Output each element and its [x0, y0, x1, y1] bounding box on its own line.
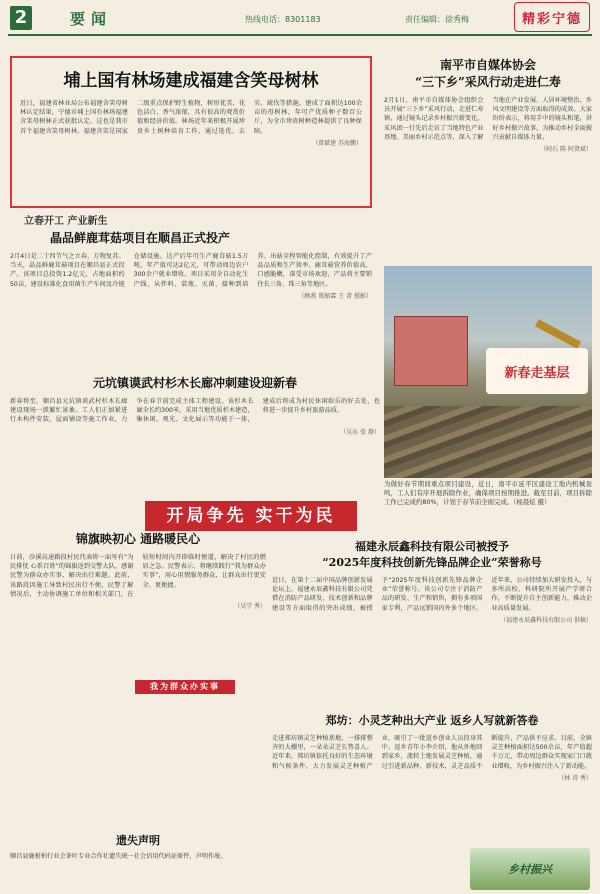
- zhengfang-article: [272, 712, 592, 852]
- nanping-byline: （阿石 陈 阿贤斌）: [540, 146, 592, 154]
- yuankeng-body: 新春将至，顺昌县元坑镇谟武村杉木长廊建设现场一派繁忙景象。工人们正加紧进行木构件安装、屋面铺设等施工作业，力争在春节前完成主体工程建设。该杉木长廊全长约300米，采用当地优质杉木建造，集休闲、观光、文化展示等功能于一体，建成后将成为村民休闲娱乐的好去处，也将进一步提升乡村旅游品质。: [10, 398, 380, 424]
- feature-headline: 埔上国有林场建成福建含笑母树林: [63, 71, 319, 91]
- yongchen-body: 近日，在第十二届中国品牌创新发展论坛上，福建永辰鑫科技有限公司凭借在消防产品研发、技术创新和品牌建设等方面取得的突出成绩，被授予“2025年度科技创新先锋品牌企业”荣誉称号。该公司专注于消防产品的研发、生产和销售，拥有多项国家专利，产品远销国内外多个地区。近年来，公司持续加大研发投入，与多所高校、科研院所开展产学研合作，不断提升自主创新能力，推动企业高质量发展。: [272, 577, 592, 612]
- feature-byline: （雷斌建 苏海鹏）: [312, 139, 362, 147]
- feature-body: 近日，福建省林业局公布福建含笑母树林认定结果，宁德市埔上国有林场福建含笑母树林正式获批认定。这也是我市首个福建含笑母树林。福建含笑是国家二级重点保护野生植物，树形优美、花色洁白、香气浓郁，具有很高的观赏价值和经济价值。林场近年来积极开展珍贵乡土树种培育工作，通过选优、去劣、疏伐等措施，建成了面积达100余亩的母树林，年可产优质种子数百公斤，为全市珍贵树种造林提供了良种保障。: [20, 100, 362, 135]
- mushroom-article: [10, 212, 372, 374]
- nanping-article: [384, 56, 592, 266]
- zhengfang-headline: 郑坊：小灵芝种出大产业 返乡人写就新答卷: [325, 714, 539, 727]
- flag-headline: 锦旗映初心 通路暖民心: [75, 532, 201, 546]
- photo-house: [394, 316, 468, 386]
- lost-notice-body: 顺昌县鹿柑柏行业会茶叶专业合作社遗失统一社会信用代码证原件，声明作废。: [10, 853, 227, 860]
- yuankeng-headline: 元坑镇谟武村杉木长廊冲刺建设迎新春: [92, 376, 297, 390]
- page-number: 2: [10, 6, 32, 30]
- mushroom-kicker: 立春开工 产业新生: [24, 216, 108, 227]
- photo-caption: [384, 480, 592, 520]
- lost-notice: [10, 832, 266, 888]
- rural-revitalization-text: 乡村振兴: [508, 863, 552, 876]
- section-name: 要闻: [70, 10, 113, 28]
- yongchen-headline-1: 福建永辰鑫科技有限公司被授予: [355, 540, 509, 553]
- nanping-body: 2月1日，南平市自媒体协会组织会员开展“三下乡”采风行动，走进仁寿镇，通过镜头记录乡村振兴新变化。采风团一行先后走访了当地特色产业基地、美丽乡村示范点等，深入了解当地在产业发展、人居环境整治、乡风文明建设等方面取得的成效。大家纷纷表示，将用手中的镜头和笔，讲好乡村振兴故事，为推动乡村全面振兴贡献自媒体力量。: [384, 97, 592, 141]
- logo-text: 精彩宁德: [521, 11, 582, 27]
- hotline: 热线电话：8301183: [245, 15, 321, 24]
- mushroom-headline: 晶品鲜鹿茸菇项目在顺昌正式投产: [50, 231, 231, 245]
- zhengfang-body: 走进郑坊镇灵芝种植基地，一排排整齐的大棚里，一朵朵灵芝长势喜人。近年来，郑坊镇依托良好的生态环境和气候条件，大力发展灵芝种植产业，吸引了一批返乡创业人员投身其中。返乡青年小李介绍，他从外地回到家乡，流转土地发展灵芝种植，通过引进新品种、新技术，灵芝品质不断提升，产品供不应求。目前，全镇灵芝种植面积达500余亩，年产值超千万元，带动周边群众实现家门口就业增收，为乡村振兴注入了新动能。: [272, 735, 592, 770]
- yongchen-byline: （福建永辰鑫科技有限公司 供稿）: [500, 616, 592, 624]
- lost-notice-title: 遗失声明: [116, 834, 160, 847]
- rural-revitalization-badge: [470, 848, 590, 890]
- photo-timber-pile: [384, 406, 592, 478]
- editor-credit: 责任编辑：徐秀梅: [405, 15, 469, 24]
- new-year-badge-text: 新春走基层: [504, 365, 570, 381]
- yuankeng-article: [10, 374, 380, 484]
- photo-excavator-arm: [535, 319, 581, 349]
- mushroom-byline: （顾燕 郑振霖 王 菁 摄影）: [298, 292, 372, 300]
- flag-body: 日前，沙溪高速路段村民代表将一面写有“为民排忧 心系百姓”的锦旗送到交警大队，感谢民警为群众办实事、解决出行难题。此前，该路段因施工导致村民出行不便，民警了解情况后，主动协调施工单位和相关部门，在较短时间内开辟临时便道，解决了村民的燃眉之急。民警表示，将继续践行“我为群众办实事”，用心用情服务群众，让群众出行更安全、更便捷。: [10, 554, 266, 598]
- zhengfang-byline: （林 诗 秀）: [558, 774, 592, 782]
- yongchen-article: [272, 538, 592, 710]
- photo-caption-text: 为做好春节期间重点项目建设，近日，南平市延平区建设工地内机械轰鸣，工人们有序开展拆除作业，确保项目按期推进。截至目前，项目拆除工作已完成约80%，计划于春节前全面完成。（杨晨炫 摄）: [384, 480, 592, 506]
- yongchen-headline-2: “2025年度科技创新先锋品牌企业”荣誉称号: [322, 556, 542, 569]
- flag-article: [10, 530, 266, 740]
- flag-byline: （吴学 秀）: [234, 603, 266, 611]
- nanping-headline-2: “三下乡”采风行动走进仁寿: [415, 75, 561, 89]
- yuankeng-byline: （吴东 张 静）: [340, 428, 380, 436]
- campaign-banner: 开局争先 实干为民: [145, 501, 357, 531]
- mushroom-body: 2月4日是二十四节气之立春，万物复苏。当天，晶品鲜鹿茸菇项目在顺昌县正式投产。该项目总投资1.2亿元，占地面积约50亩，建设标准化食用菌生产车间及冷链仓储设施，达产后年可生产鹿茸菇1.5万吨，年产值可达2亿元，可带动周边农户300余户就业增收。项目采用全自动化生产线，从拌料、装瓶、灭菌、接种到培养、出菇全程智能化控制，有效提升了产品品质和生产效率。鹿茸菇营养价值高，口感脆嫩，深受市场欢迎，产品将主要销往长三角、珠三角等地区。: [10, 253, 372, 288]
- masthead: [0, 0, 600, 34]
- nanping-headline-1: 南平市自媒体协会: [439, 58, 536, 72]
- header-rule: [8, 34, 592, 36]
- new-year-badge: [486, 348, 588, 394]
- feature-article: [10, 56, 372, 208]
- service-tag: 我为群众办实事: [135, 680, 235, 694]
- newspaper-logo: [514, 2, 590, 32]
